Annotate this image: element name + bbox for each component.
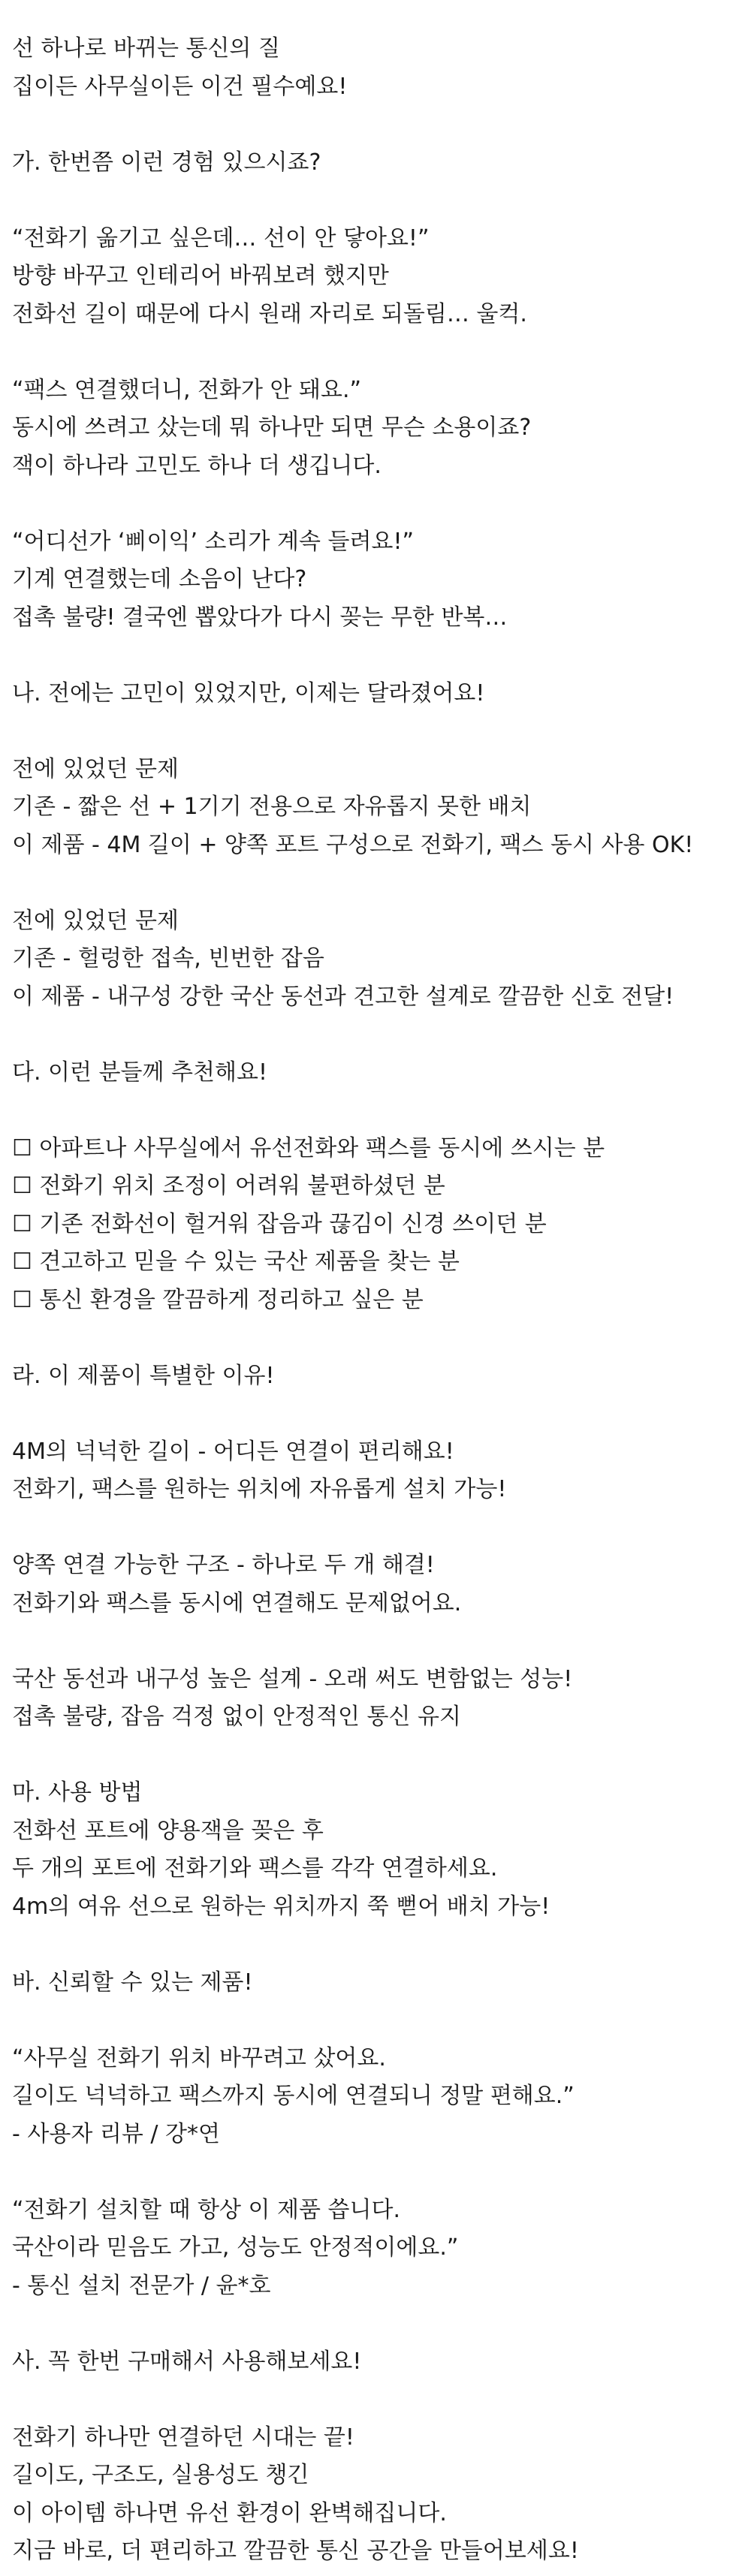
blank-line <box>12 1509 721 1547</box>
text-line: ☐ 아파트나 사무실에서 유선전화와 팩스를 동시에 쓰시는 분 <box>12 1134 605 1161</box>
text-line: “어디선가 ‘삐이익’ 소리가 계속 들려요!” <box>12 528 415 555</box>
text-line: ☐ 기존 전화선이 헐거워 잡음과 끊김이 신경 쓰이던 분 <box>12 1210 547 1237</box>
blank-line <box>12 1395 721 1433</box>
text-line: 집이든 사무실이든 이건 필수예요! <box>12 73 348 100</box>
blank-line <box>12 182 721 220</box>
text-line: 전화기 하나만 연결하던 시대는 끝! <box>12 2424 354 2451</box>
blank-line <box>12 1016 721 1054</box>
blank-line <box>12 713 721 751</box>
text-line: 기존 - 헐렁한 접속, 빈번한 잡음 <box>12 945 324 972</box>
text-line: 다. 이런 분들께 추천해요! <box>12 1059 267 1086</box>
blank-line <box>12 2381 721 2419</box>
text-line: 전화기, 팩스를 원하는 위치에 자유롭게 설치 가능! <box>12 1476 507 1502</box>
text-line: 이 아이템 하나면 유선 환경이 완벽해집니다. <box>12 2499 447 2526</box>
text-line: 사. 꼭 한번 구매해서 사용해보세요! <box>12 2348 362 2375</box>
text-line: ☐ 견고하고 믿을 수 있는 국산 제품을 찾는 분 <box>12 1249 460 1275</box>
text-line: 접촉 불량, 잡음 걱정 없이 안정적인 통신 유지 <box>12 1704 461 1730</box>
blank-line <box>12 333 721 372</box>
text-line: 기존 - 짧은 선 + 1기기 전용으로 자유롭지 못한 배치 <box>12 794 532 820</box>
text-line: 동시에 쓰려고 샀는데 뭐 하나만 되면 무슨 소용이죠? <box>12 414 532 441</box>
text-line: 라. 이 제품이 특별한 이유! <box>12 1362 275 1389</box>
blank-line <box>12 637 721 675</box>
text-line: 접촉 불량! 결국엔 뽑았다가 다시 꽂는 무한 반복… <box>12 604 508 631</box>
text-line: 양쪽 연결 가능한 구조 - 하나로 두 개 해결! <box>12 1552 435 1578</box>
text-line: 이 제품 - 내구성 강한 국산 동선과 견고한 설계로 깔끔한 신호 전달! <box>12 983 674 1010</box>
text-line: 전화기와 팩스를 동시에 연결해도 문제없어요. <box>12 1589 462 1616</box>
text-line: 전에 있었던 문제 <box>12 907 179 934</box>
text-line: 잭이 하나라 고민도 하나 더 생깁니다. <box>12 452 382 479</box>
blank-line <box>12 2153 721 2192</box>
text-line: “전화기 옮기고 싶은데… 선이 안 닿아요!” <box>12 224 430 252</box>
text-line: ☐ 전화기 위치 조정이 어려워 불편하셨던 분 <box>12 1173 445 1199</box>
text-line: 방향 바꾸고 인테리어 바꿔보려 했지만 <box>12 263 389 289</box>
blank-line <box>12 1092 721 1130</box>
text-line: “팩스 연결했더니, 전화가 안 돼요.” <box>12 376 362 403</box>
text-line: ☐ 통신 환경을 깔끔하게 정리하고 싶은 분 <box>12 1286 424 1313</box>
text-line: - 사용자 리뷰 / 강*연 <box>12 2120 220 2147</box>
text-line: 전에 있었던 문제 <box>12 755 179 782</box>
text-line: 가. 한번쯤 이런 경험 있으시죠? <box>12 149 321 176</box>
blank-line <box>12 1926 721 1964</box>
text-line: 기계 연결했는데 소음이 난다? <box>12 566 307 592</box>
blank-line <box>12 1319 721 1357</box>
text-line: “전화기 설치할 때 항상 이 제품 씁니다. <box>12 2196 400 2223</box>
text-line: 이 제품 - 4M 길이 + 양쪽 포트 구성으로 전화기, 팩스 동시 사용 OK! <box>12 831 694 858</box>
text-line: - 통신 설치 전문가 / 윤*호 <box>12 2272 271 2299</box>
text-line: 국산이라 믿음도 가고, 성능도 안정적이에요.” <box>12 2234 459 2261</box>
text-line: 두 개의 포트에 전화기와 팩스를 각각 연결하세요. <box>12 1855 498 1882</box>
blank-line <box>12 2305 721 2343</box>
text-line: 선 하나로 바뀌는 통신의 질 <box>12 35 280 62</box>
blank-line <box>12 1737 721 1775</box>
text-line: 4m의 여유 선으로 원하는 위치까지 쭉 뻗어 배치 가능! <box>12 1893 550 1920</box>
text-line: 국산 동선과 내구성 높은 설계 - 오래 써도 변함없는 성능! <box>12 1665 573 1692</box>
text-line: 전화선 길이 때문에 다시 원래 자리로 되돌림… 울컥. <box>12 300 527 327</box>
text-line: 바. 신뢰할 수 있는 제품! <box>12 1969 253 1996</box>
blank-line <box>12 864 721 902</box>
text-line: 4M의 넉넉한 길이 - 어디든 연결이 편리해요! <box>12 1438 454 1465</box>
text-line: 지금 바로, 더 편리하고 깔끔한 통신 공간을 만들어보세요! <box>12 2538 579 2564</box>
blank-line <box>12 2002 721 2040</box>
text-line: 나. 전에는 고민이 있었지만, 이제는 달라졌어요! <box>12 679 485 707</box>
text-line: 전화선 포트에 양용잭을 꽂은 후 <box>12 1817 324 1844</box>
blank-line <box>12 485 721 523</box>
text-line: “사무실 전화기 위치 바꾸려고 샀어요. <box>12 2044 386 2071</box>
blank-line <box>12 1622 721 1661</box>
text-line: 길이도, 구조도, 실용성도 챙긴 <box>12 2462 309 2488</box>
text-line: 길이도 넉넉하고 팩스까지 동시에 연결되니 정말 편해요.” <box>12 2083 575 2109</box>
text-line: 마. 사용 방법 <box>12 1779 143 1806</box>
blank-line <box>12 106 721 144</box>
